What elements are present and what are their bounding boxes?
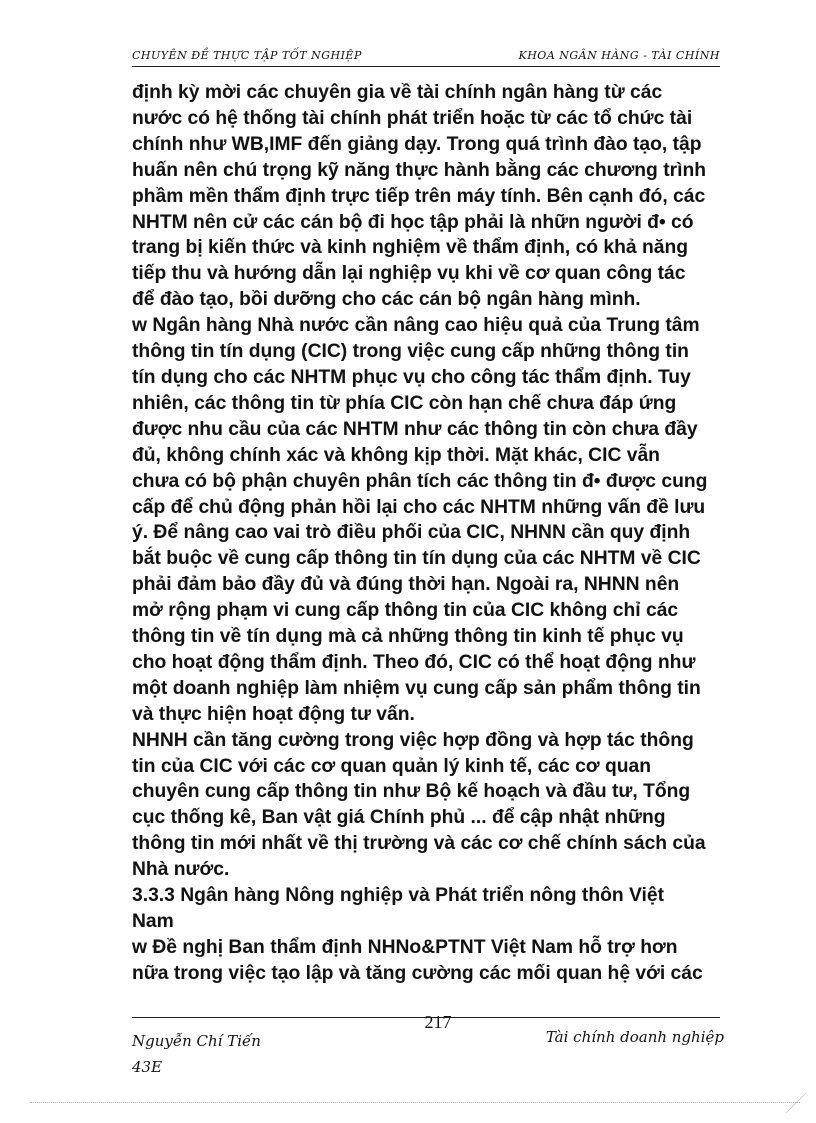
body-line: chưa có bộ phận chuyên phân tích các thông tin đ• được cung (132, 470, 708, 492)
body-line: thông tin mới nhất về thị trường và các cơ chế chính sách của (132, 833, 706, 855)
header-right-text: KHOA NGÂN HÀNG - TÀI CHÍNH (518, 49, 720, 62)
body-line: trang bị kiến thức và kinh nghiệm về thẩm định, có khả năng (132, 237, 689, 259)
body-line: phầm mền thẩm định trực tiếp trên máy tính. Bên cạnh đó, các (132, 185, 706, 207)
body-line: chính như WB,IMF đến giảng dạy. Trong quá trình đào tạo, tập (132, 133, 702, 155)
body-line: chuyên cung cấp thông tin như Bộ kế hoạch và đầu tư, Tổng (132, 781, 691, 803)
body-line: để đào tạo, bồi dưỡng cho các cán bộ ngân hàng mình. (132, 289, 641, 311)
body-line: bắt buộc về cung cấp thông tin tín dụng của các NHTM về CIC (132, 548, 701, 570)
body-line: huấn nên chú trọng kỹ năng thực hành bằng các chương trình (132, 159, 707, 181)
body-line: w Đề nghị Ban thẩm định NHNo&PTNT Việt Nam hỗ trợ hơn (132, 936, 678, 958)
body-line: tin của CIC với các cơ quan quản lý kinh tế, các cơ quan (132, 755, 652, 777)
body-line: 3.3.3 Ngân hàng Nông nghiệp và Phát triển nông thôn Việt (132, 885, 665, 907)
body-line: NHTM nên cử các cán bộ đi học tập phải là nhữn người đ• có (132, 211, 694, 233)
page-number: 217 (424, 1012, 452, 1032)
body-line: thông tin về tín dụng mà cả những thông tin kinh tế phục vụ (132, 626, 684, 648)
body-line: một doanh nghiệp làm nhiệm vụ cung cấp sản phẩm thông tin (132, 677, 701, 699)
body-text (132, 80, 744, 987)
footer-program: Tài chính doanh nghiệp (545, 1028, 724, 1046)
body-line: cục thống kê, Ban vật giá Chính phủ ... để cập nhật những (132, 807, 666, 829)
body-line: nước có hệ thống tài chính phát triển hoặc từ các tổ chức tài (132, 107, 693, 129)
body-line: được nhu cầu của các NHTM như các thông tin còn chưa đầy (132, 418, 698, 440)
body-line: NHNH cần tăng cường trong việc hợp đồng và hợp tác thông (132, 729, 694, 751)
body-line: nhiên, các thông tin từ phía CIC còn hạn chế chưa đáp ứng (132, 392, 677, 414)
page-bottom-border (30, 1102, 800, 1103)
author-name: Nguyễn Chí Tiến (132, 1032, 261, 1050)
body-line: mở rộng phạm vi cung cấp thông tin của CIC không chỉ các (132, 600, 679, 622)
body-line: Nam (132, 911, 174, 932)
header-left-text: CHUYÊN ĐỀ THỰC TẬP TỐT NGHIỆP (132, 49, 362, 62)
body-line: cấp để chủ động phản hồi lại cho các NHTM những vấn đề lưu (132, 496, 706, 518)
body-line: tín dụng cho các NHTM phục vụ cho công tác thẩm định. Tuy (132, 366, 691, 388)
body-line: cho hoạt động thẩm định. Theo đó, CIC có thể hoạt động như (132, 651, 696, 673)
body-line: nữa trong việc tạo lập và tăng cường các mối quan hệ với các (132, 962, 703, 984)
body-line: và thực hiện hoạt động tư vấn. (132, 703, 415, 725)
body-line: đủ, không chính xác và không kịp thời. Mặt khác, CIC vẫn (132, 444, 660, 466)
body-line: Nhà nước. (132, 859, 230, 881)
body-line: tiếp thu và hướng dẫn lại nghiệp vụ khi về cơ quan công tác (132, 263, 686, 285)
page-corner-mark (786, 1093, 806, 1113)
page-header (132, 40, 720, 67)
body-line: phải đảm bảo đầy đủ và đúng thời hạn. Ngoài ra, NHNN nên (132, 574, 680, 596)
body-line: định kỳ mời các chuyên gia về tài chính ngân hàng từ các (132, 82, 663, 103)
body-line: ý. Để nâng cao vai trò điều phối của CIC, NHNN cần quy định (132, 522, 691, 544)
author-class: 43E (132, 1058, 163, 1076)
body-line: thông tin tín dụng (CIC) trong việc cung cấp những thông tin (132, 341, 689, 363)
body-line: w Ngân hàng Nhà nước cần nâng cao hiệu quả của Trung tâm (132, 315, 700, 337)
footer-author (132, 1028, 261, 1080)
